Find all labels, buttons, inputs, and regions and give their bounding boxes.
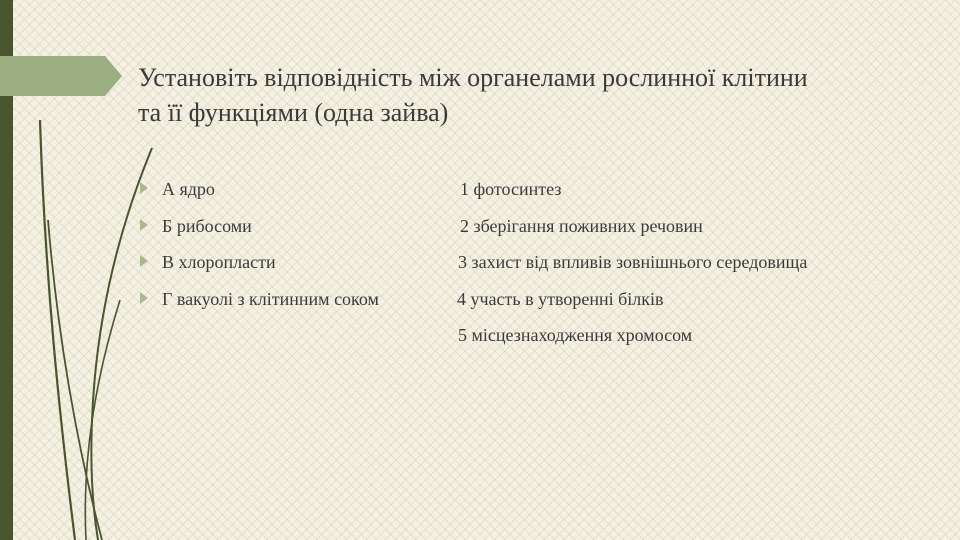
extra-list-item xyxy=(140,324,940,361)
function-label: 4 участь в утворенні білків xyxy=(457,288,664,309)
bullet-arrow-icon xyxy=(140,292,150,304)
matching-list xyxy=(140,178,940,361)
function-label: 1 фотосинтез xyxy=(460,179,562,199)
function-label: 2 зберігання поживних речовин xyxy=(460,215,703,236)
organelle-label: Г вакуолі з клітинним соком xyxy=(162,288,379,309)
list-item xyxy=(140,215,940,252)
title-line-2: та її функціями (одна зайва) xyxy=(138,98,449,127)
bullet-arrow-icon xyxy=(140,182,150,194)
list-item xyxy=(140,288,940,325)
list-item xyxy=(140,251,940,288)
list-item xyxy=(140,178,940,215)
organelle-label: В хлоропласти xyxy=(162,252,276,272)
title-arrow-icon xyxy=(0,56,125,96)
organelle-label: Б рибосоми xyxy=(162,215,252,236)
extra-function-label: 5 місцезнаходження хромосом xyxy=(458,325,693,345)
bullet-arrow-icon xyxy=(140,255,150,267)
function-label: 3 захист від впливів зовнішнього середовища xyxy=(458,252,808,272)
slide-title xyxy=(138,60,918,130)
organelle-label: А ядро xyxy=(162,179,215,199)
bullet-arrow-icon xyxy=(140,219,150,231)
title-line-1: Установіть відповідність між органелами рослинної клітини xyxy=(138,63,808,92)
